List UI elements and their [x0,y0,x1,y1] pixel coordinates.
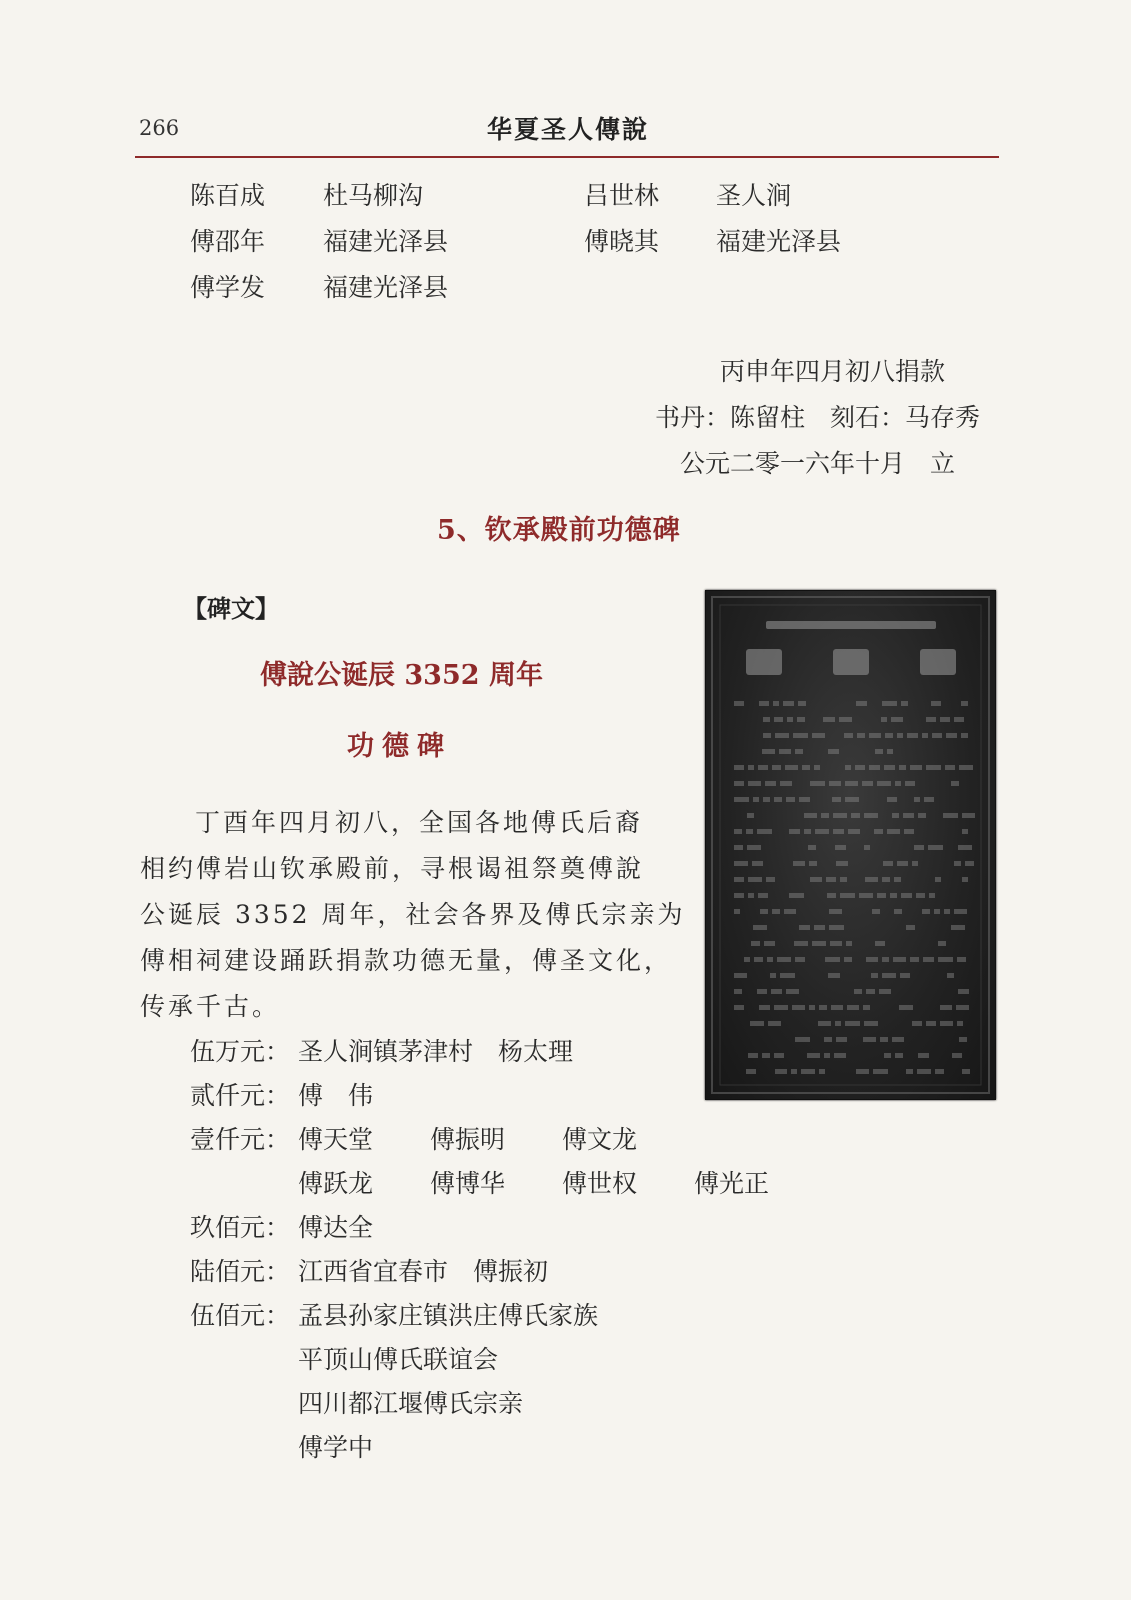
stele-inscription-mark [734,989,742,994]
stele-inscription-mark [859,893,873,898]
donation-donor: 圣人涧镇茅津村 杨太理 [298,1037,574,1066]
stele-inscription-mark [734,781,744,786]
body-line: 傅相祠建设踊跃捐款功德无量，傅圣文化， [140,946,673,975]
stele-inscription-mark [855,765,865,770]
stele-inscription-mark [954,861,961,866]
stele-inscription-mark [752,861,763,866]
stele-inscription-mark [784,909,796,914]
stele-inscription-mark [882,877,890,882]
stele-inscription-mark [771,989,782,994]
stele-inscription-mark [825,957,840,962]
stele-inscription-mark [793,733,808,738]
stele-inscription-mark [856,701,867,706]
stele-inscription-mark [810,877,822,882]
stele-inscription-mark [895,781,901,786]
stele-inscription-mark [901,701,908,706]
stele-inscription-mark [959,1037,967,1042]
stele-inscription-mark [734,973,747,978]
stele-inscription-mark [938,941,946,946]
erection-date-line: 公元二零一六年十月 立 [680,449,956,478]
stele-inscription-mark [748,765,754,770]
stele-inscription-mark [795,749,803,754]
stele-inscription-mark [758,893,768,898]
stele-inscription-mark [814,765,820,770]
stele-inscription-mark [957,1021,963,1026]
donation-donor: 傅学中 [298,1433,374,1462]
stele-inscription-mark [753,925,767,930]
stele-inscription-mark [916,893,925,898]
stele-inscription-mark [772,909,780,914]
stele-inscription-mark [923,957,934,962]
stele-inscription-mark [760,909,768,914]
stele-inscription-mark [890,893,897,898]
stele-inscription-mark [768,1021,781,1026]
stele-inscription-mark [847,1005,859,1010]
inscription-label: 【碑文】 [183,594,279,623]
stele-inscription-mark [882,701,897,706]
stele-inscription-mark [780,973,795,978]
donation-amount: 玖佰元： [190,1213,291,1242]
stele-inscription-mark [871,973,878,978]
stele-inscription-mark [877,781,891,786]
donation-amount: 伍佰元： [190,1301,291,1330]
stele-inscription-mark [779,749,791,754]
stele-inscription-mark [956,1005,969,1010]
stele-inscription-mark [793,861,805,866]
stele-inscription-mark [845,765,851,770]
stele-inscription-mark [894,877,901,882]
stele-inscription-mark [839,717,852,722]
stele-inscription-mark [748,781,761,786]
stele-inscription-mark [893,957,906,962]
stele-inscription-mark [831,1005,843,1010]
stele-inscription-mark [901,893,912,898]
stele-inscription-mark [754,957,763,962]
donor-name: 陈百成 [190,181,266,210]
stele-inscription-mark [962,813,975,818]
stele-inscription-mark [864,845,870,850]
stele-inscription-mark [758,765,768,770]
donor-name: 傅邵年 [190,227,266,256]
stele-inscription-mark [943,813,958,818]
stele-inscription-mark [857,733,865,738]
donation-amount: 贰仟元： [190,1081,291,1110]
stele-inscription-mark [797,717,805,722]
stele-inscription-mark [783,701,794,706]
stele-inscription-mark [929,893,935,898]
stele-inscription-mark [848,829,860,834]
donation-donor: 傅达全 [298,1213,374,1242]
stele-inscription-mark [786,797,795,802]
stele-inscription-mark [734,701,744,706]
stele-inscription-mark [799,925,810,930]
stele-inscription-mark [748,877,762,882]
stele-inscription-mark [791,1069,797,1074]
donor-place: 福建光泽县 [716,227,842,256]
stele-inscription-mark [823,717,835,722]
stele-inscription-mark [828,973,840,978]
stele-inscription-mark [891,717,903,722]
stele-inscription-mark [905,781,915,786]
stele-inscription-mark [795,1037,810,1042]
stele-inscription-mark [958,845,972,850]
stele-inscription-mark [962,877,968,882]
page-number: 266 [139,116,180,140]
stele-inscription-mark [836,861,848,866]
stele-inscription-mark [832,797,841,802]
stele-inscription-mark [792,1005,805,1010]
donor-name: 吕世林 [584,181,660,210]
stele-inscription-mark [834,1053,846,1058]
stele-inscription-mark [828,749,839,754]
stele-inscription-mark [812,941,826,946]
stele-inscription-mark [747,813,754,818]
stele-inscription-mark [789,893,804,898]
stele-inscription-mark [951,781,959,786]
body-line: 传承千古。 [140,992,281,1021]
stele-inscription-mark [807,1053,820,1058]
stele-inscription-mark [883,861,893,866]
stele-inscription-mark [753,797,759,802]
stele-inscription-mark [959,765,973,770]
stele-inscription-mark [900,973,910,978]
stele-inscription-mark [734,829,742,834]
stele-inscription-mark [821,813,829,818]
stele-inscription-mark [748,1053,758,1058]
stele-inscription-mark [840,877,847,882]
stele-inscription-mark [872,909,880,914]
stele-inscription-mark [734,909,740,914]
stele-inscription-mark [833,813,847,818]
donation-donor: 傅世权 [562,1169,638,1198]
stele-inscription-mark [824,1037,832,1042]
stele-inscription-mark [812,733,825,738]
stele-inscription-mark [887,829,900,834]
stele-inscription-mark [809,1005,815,1010]
stele-inscription-mark [775,1069,787,1074]
stele-inscription-mark [748,893,754,898]
stele-inscription-mark [958,989,969,994]
stele-inscription-mark [734,765,744,770]
stele-inscription-mark [763,733,771,738]
stele-inscription-mark [931,701,941,706]
stele-inscription-mark [884,1053,891,1058]
stele-inscription-mark [961,733,968,738]
stele-inscription-mark [789,829,800,834]
stele-inscription-mark [897,733,903,738]
stele-inscription-mark [829,925,844,930]
stele-inscription-mark [746,1069,756,1074]
stele-inscription-mark [759,1005,770,1010]
stele-inscription-mark [798,701,806,706]
stele-inscription-mark [903,813,914,818]
stele-inscription-mark [922,909,930,914]
stele-inscription-mark [815,829,829,834]
stele-inscription-mark [957,957,966,962]
stele-inscription-mark [926,765,941,770]
stele-inscription-mark [799,797,810,802]
stele-inscription-mark [763,717,770,722]
stele-inscription-mark [826,877,836,882]
stele-inscription-mark [845,797,859,802]
stele-inscription-mark [887,749,893,754]
stele-inscription-mark [786,989,799,994]
stele-inscription-mark [836,1037,847,1042]
stele-inscription-mark [875,941,885,946]
stele-inscription-mark [884,765,895,770]
stele-inscription-mark [910,957,919,962]
header-rule [135,156,999,158]
stele-inscription-mark [914,797,920,802]
donor-place: 福建光泽县 [323,227,449,256]
stele-inscription-mark [785,765,798,770]
donation-donor: 傅文龙 [562,1125,638,1154]
stele-inscription-mark [938,957,953,962]
donation-donor: 江西省宜春市 傅振初 [298,1257,549,1286]
stele-inscription-mark [773,701,779,706]
donation-amount: 伍万元： [190,1037,291,1066]
stele-inscription-mark [829,909,842,914]
stele-inscription-mark [795,957,805,962]
stele-inscription-mark [881,717,887,722]
stele-inscription-mark [926,717,936,722]
donation-donor: 傅 伟 [298,1081,374,1110]
stele-inscription-mark [899,1005,913,1010]
stele-inscription-mark [940,1021,953,1026]
donation-donor: 傅博华 [430,1169,506,1198]
stele-inscription-mark [892,813,899,818]
stele-inscription-mark [845,781,858,786]
stele-inscription-mark [932,733,942,738]
section-heading: 5、钦承殿前功德碑 [437,515,681,546]
stele-inscription-mark [863,1005,870,1010]
stele-inscription-mark [954,909,967,914]
stele-inscription-mark [922,733,928,738]
stele-inscription-mark [774,1053,784,1058]
donation-donor: 傅天堂 [298,1125,374,1154]
stele-inscription-mark [840,893,855,898]
stele-inscription-mark [882,957,889,962]
donation-donor: 平顶山傅氏联谊会 [298,1345,499,1374]
stele-inscription-mark [809,861,817,866]
stele-inscription-mark [844,733,853,738]
stele-inscription-mark [787,717,793,722]
stele-inscription-mark [835,1021,841,1026]
donation-date-line: 丙申年四月初八捐款 [720,357,946,386]
stele-inscription-mark [846,941,852,946]
body-line: 相约傅岩山钦承殿前，寻根谒祖祭奠傅說 [140,854,645,883]
stele-inscription-mark [762,749,775,754]
stele-inscription-mark [762,1053,770,1058]
stele-inscription-mark [829,781,841,786]
donation-donor: 傅跃龙 [298,1169,374,1198]
stele-inscription-mark [734,1005,744,1010]
donation-amount: 壹仟元： [190,1125,291,1154]
stele-inscription-mark [814,925,825,930]
stele-inscription-mark [866,957,878,962]
stele-inscription-mark [926,1021,936,1026]
stele-inscription-mark [804,813,817,818]
stele-inscription-mark [945,765,955,770]
stele-inscription-mark [765,781,776,786]
stele-inscription-mark [772,765,781,770]
donor-place: 杜马柳沟 [323,181,424,210]
stele-inscription-mark [854,989,862,994]
stele-inscription-mark [918,813,926,818]
donation-donor: 傅光正 [694,1169,770,1198]
stele-inscription-mark [734,797,749,802]
stele-inscription-mark [895,1053,903,1058]
stele-inscription-mark [904,829,914,834]
stele-inscription-mark [746,829,753,834]
stele-inscription-mark [887,797,897,802]
stele-inscription-mark [899,765,906,770]
running-title: 华夏圣人傳說 [487,115,650,144]
stele-inscription-mark [940,1005,952,1010]
stele-title: 傅說公诞辰 3352 周年 [260,660,543,691]
stele-inscription-mark [962,1069,970,1074]
stele-inscription-mark [894,909,902,914]
stele-inscription-mark [774,717,783,722]
stele-inscription-mark [914,845,924,850]
stele-inscription-mark [877,893,886,898]
stele-inscription-mark [910,765,922,770]
stele-inscription-mark [774,797,782,802]
stele-inscription-mark [912,1021,922,1026]
donor-name: 傅晓其 [584,227,660,256]
stele-inscription-mark [885,733,893,738]
stele-inscription-mark [759,701,769,706]
stele-inscription-mark [869,733,881,738]
stele-inscription-mark [935,877,941,882]
stele-inscription-mark [827,893,836,898]
stele-inscription-mark [917,1069,931,1074]
stele-inscription-mark [906,1069,913,1074]
donation-amount: 陆佰元： [190,1257,291,1286]
stele-inscription-mark [962,829,968,834]
stele-inscription-mark [954,717,964,722]
stele-inscription-mark [810,781,825,786]
stele-inscription-mark [940,717,950,722]
stele-inscription-mark [757,989,767,994]
stele-inscription-mark [767,957,773,962]
body-line: 丁酉年四月初八，全国各地傅氏后裔 [195,808,644,837]
stele-photo [705,590,996,1100]
body-line: 公诞辰 3352 周年，社会各界及傅氏宗亲为 [140,900,686,929]
stele-inscription-mark [780,781,792,786]
stele-inscription-mark [864,1021,878,1026]
stele-inscription-mark [906,925,915,930]
stele-inscription-mark [892,1037,904,1042]
stele-inscription-mark [961,701,968,706]
stele-inscription-mark [794,941,808,946]
stele-inscription-mark [766,877,775,882]
stele-inscription-mark [897,861,908,866]
stele-inscription-mark [774,1005,788,1010]
stele-inscription-mark [862,781,873,786]
stele-inscription-mark [851,813,860,818]
stele-inscription-mark [802,765,810,770]
stele-inscription-mark [866,989,875,994]
stele-inscription-mark [734,845,743,850]
stele-inscription-mark [951,925,965,930]
stele-inscription-mark [824,1053,830,1058]
stele-inscription-mark [882,973,896,978]
stele-inscription-mark [864,813,878,818]
stele-inscription-mark [880,1037,888,1042]
stele-inscription-mark [747,845,761,850]
stele-inscription-mark [934,909,940,914]
stone-stele-icon [706,591,995,1099]
stele-inscription-mark [944,909,950,914]
stele-inscription-mark [819,1005,827,1010]
stele-inscription-mark [952,1053,962,1058]
stele-inscription-mark [751,941,760,946]
stele-inscription-mark [804,829,811,834]
donor-place: 福建光泽县 [323,273,449,302]
stele-inscription-mark [764,941,775,946]
stele-inscription-mark [965,861,974,866]
stele-inscription-mark [775,733,789,738]
stele-inscription-mark [874,829,883,834]
stele-inscription-mark [819,1069,825,1074]
stele-inscription-mark [947,973,954,978]
stele-inscription-mark [946,733,957,738]
stele-inscription-mark [777,957,791,962]
stele-inscription-mark [744,957,750,962]
stele-inscription-mark [863,1037,876,1042]
stele-inscription-mark [830,941,842,946]
stele-inscription-mark [734,877,744,882]
stele-inscription-mark [734,861,748,866]
stele-inscription-mark [928,845,943,850]
stele-inscription-mark [865,877,878,882]
donation-donor: 四川都江堰傅氏宗亲 [298,1389,524,1418]
stele-inscription-mark [750,1021,764,1026]
stele-inscription-mark [873,1069,888,1074]
stele-inscription-mark [833,829,844,834]
stele-inscription-mark [757,829,772,834]
stele-inscription-mark [770,973,776,978]
stele-inscription-mark [818,1021,831,1026]
stele-inscription-mark [845,1021,860,1026]
stele-inscription-mark [875,749,883,754]
stele-inscription-mark [763,797,770,802]
stele-inscription-mark [734,893,744,898]
stele-inscription-mark [879,989,891,994]
stele-subtitle: 功德碑 [347,731,452,762]
calligrapher-carver-line: 书丹：陈留柱 刻石：马存秀 [655,403,981,432]
stele-inscription-mark [801,1069,815,1074]
stele-inscription-mark [935,1069,944,1074]
stele-inscription-mark [912,861,918,866]
stele-inscription-mark [918,1053,929,1058]
stele-inscription-mark [835,845,846,850]
stele-inscription-mark [869,765,880,770]
stele-inscription-mark [924,797,934,802]
donation-donor: 孟县孙家庄镇洪庄傅氏家族 [298,1301,599,1330]
donor-name: 傅学发 [190,273,266,302]
stele-inscription-mark [844,957,852,962]
stele-inscription-mark [907,733,918,738]
stele-inscription-mark [856,1069,869,1074]
donor-place: 圣人涧 [716,181,792,210]
stele-inscription-mark [808,845,816,850]
donation-donor: 傅振明 [430,1125,506,1154]
